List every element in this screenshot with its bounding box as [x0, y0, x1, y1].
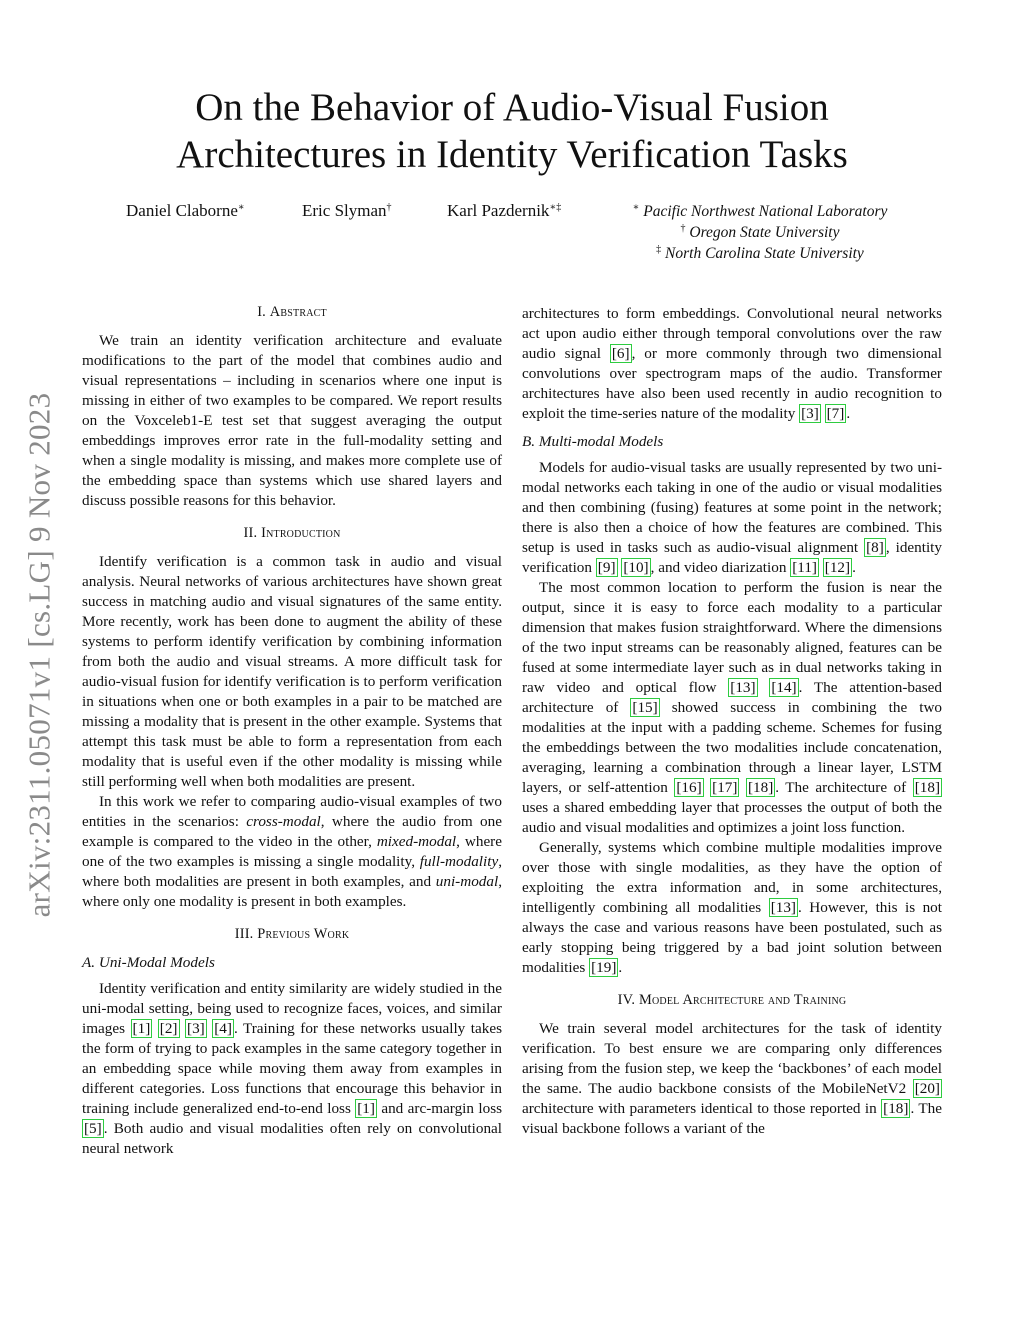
affiliation-2: † Oregon State University — [680, 223, 840, 241]
citation-link[interactable]: [20] — [914, 1080, 940, 1097]
citation-link[interactable]: [19] — [591, 959, 617, 976]
title-line-1: On the Behavior of Audio-Visual Fusion — [195, 86, 829, 129]
multi-modal-heading: B. Multi-modal Models — [522, 433, 664, 450]
citation-link[interactable]: [2] — [159, 1020, 178, 1037]
citation-link[interactable]: [5] — [84, 1120, 102, 1137]
citation-link[interactable]: [6] — [611, 345, 630, 362]
citation-link[interactable]: [14] — [771, 679, 797, 696]
title-line-2: Architectures in Identity Verification Tasks — [176, 133, 848, 176]
abstract-text: We train an identity verification architecture and evaluate modifications to the part of the model that combines audio and visual representations – including in scenarios where one input is missing in either of two examples to be compared. We report results on the Voxceleb1-E test set that suggest averaging the output embeddings improves error rate in the full-modality setting and when a single modality is missing, and makes more complete use of the embedding space than systems which use shared layers and discuss possible reasons for this behavior. — [82, 332, 502, 509]
citation-link[interactable]: [1] — [357, 1100, 375, 1117]
citation-link[interactable]: [11] — [792, 559, 817, 576]
right-column — [522, 304, 942, 1139]
abstract-heading: I. Abstract — [257, 304, 327, 320]
citation-link[interactable]: [7] — [826, 405, 845, 422]
previous-work-heading: III. Previous Work — [234, 926, 350, 942]
citation-link[interactable]: [8] — [866, 539, 884, 556]
citation-link[interactable]: [18] — [747, 779, 774, 796]
paper-title — [0, 84, 1024, 178]
citation-link[interactable]: [18] — [883, 1100, 909, 1117]
left-column — [82, 302, 502, 1159]
intro-paragraph-1: Identify verification is a common task in audio and visual analysis. Neural networks of various architectures have shown great success in matching audio and visual signatures of the same entity. More recently, work has been done to augment the ability of these systems to perform identify verification by combining information from both the audio and visual streams. A more difficult task for audio-visual fusion for identify verification is to perform verification in situations when one or both examples in a pair to be matched are missing a modality that is present in the other example. Systems that attempt this task must be able to form a representation from each modality that is useful even if the other modality is missing while still performing well when both modalities are present. — [82, 553, 502, 790]
intro-paragraph-2: In this work we refer to comparing audio-visual examples of two entities in the scenarios: cross-modal, where the audio from one example is compared to the video in the other, mixed-modal, where one of the two examples is missing a single modality, full-modality, where both modalities are present in both examples, and uni-modal, where only one modality is present in both examples. — [82, 793, 502, 910]
author-2: Eric Slyman† — [302, 201, 392, 220]
uni-modal-paragraph: Identity verification and entity similarity are widely studied in the uni-modal setting, being used to recognize faces, voices, and similar images [1] [2] [3] [4] . Training for these networks usually takes the form of trying to pack examples in the same category together in an embedding space while moving them away from examples in different categories. Loss functions that encourage this behavior in training include generalized end-to-end loss [1] and arc-margin loss [5] . Both audio and visual modalities often rely on convolutional neural network — [82, 980, 503, 1157]
citation-link[interactable]: [3] — [187, 1020, 205, 1037]
introduction-heading: II. Introduction — [243, 525, 341, 541]
arxiv-identifier: arXiv:2311.05071v1 [cs.LG] 9 Nov 2023 — [21, 392, 57, 918]
model-architecture-heading: IV. Model Architecture and Training — [617, 992, 847, 1008]
citation-link[interactable]: [12] — [824, 559, 851, 576]
multi-modal-paragraph-2: The most common location to perform the fusion is near the output, since it is easy to force each modality to a particular dimension that makes fusion straightforward. Where the dimensions of the two input streams can be reasonably aligned, features can be fused at some intermediate layer such as in dual networks taking in raw video and optical flow [13] [14] . The attention-based architecture of [15] showed success in combining the two modalities at the input with a padding scheme. Schemes for fusing the embeddings between the two modalities include concatenation, averaging, learning a combination through a linear layer, LSTM layers, or self-attention [16] [17] [18] . The architecture of [18] uses a shared embedding layer that processes the output of both the audio and visual modalities and optimizes a joint loss function. — [522, 579, 943, 836]
citation-link[interactable]: [4] — [214, 1020, 232, 1037]
author-1: Daniel Claborne∗ — [126, 201, 245, 220]
uni-modal-paragraph-continued: architectures to form embeddings. Convolutional neural networks act upon audio either through temporal convolutions over the raw audio signal [6] , or more commonly through two dimensional convolutions over spectrogram maps of the audio. Transformer architectures have also been used recently in audio recognition to exploit the time-series nature of the modality [3] [7] . — [522, 305, 942, 422]
multi-modal-paragraph-3: Generally, systems which combine multiple modalities improve over those with single modalities, as they have the option of exploiting the extra information and, in some architectures, intelligently combining all modalities [13] . However, this is not always the case and various reasons have been postulated, such as early stopping being triggered by a bad joint solution between modalities [19] . — [522, 839, 942, 976]
citation-link[interactable]: [16] — [676, 779, 702, 796]
citation-link[interactable]: [18] — [914, 779, 941, 796]
citation-link[interactable]: [3] — [801, 405, 819, 422]
citation-link[interactable]: [17] — [712, 779, 738, 796]
citation-link[interactable]: [9] — [597, 559, 616, 576]
model-architecture-paragraph: We train several model architectures for the task of identity verification. To best ensure we are comparing only differences arising from the fusion step, we keep the ‘backbones’ of each model the same. The audio backbone consists of the MobileNetV2 [20] architecture with parameters identical to those reported in [18] . The visual backbone follows a variant of the — [522, 1020, 942, 1137]
author-3: Karl Pazdernik∗‡ — [447, 201, 562, 220]
citation-link[interactable]: [13] — [770, 899, 796, 916]
affiliation-3: ‡ North Carolina State University — [656, 244, 864, 262]
affiliation-1: ∗ Pacific Northwest National Laboratory — [632, 202, 888, 220]
multi-modal-paragraph-1: Models for audio-visual tasks are usually represented by two uni-modal networks each taking in one of the audio or visual modalities and then combining (fusing) features at some point in the network; there is also then a choice of how the features are combined. This setup is used in tasks such as audio-visual alignment [8] , identity verification [9] [10] , and video diarization [11] [12] . — [522, 459, 942, 576]
citation-link[interactable]: [13] — [730, 679, 756, 696]
citation-link[interactable]: [1] — [132, 1020, 151, 1037]
citation-link[interactable]: [15] — [632, 699, 658, 716]
citation-link[interactable]: [10] — [623, 559, 649, 576]
uni-modal-heading: A. Uni-Modal Models — [82, 954, 215, 971]
